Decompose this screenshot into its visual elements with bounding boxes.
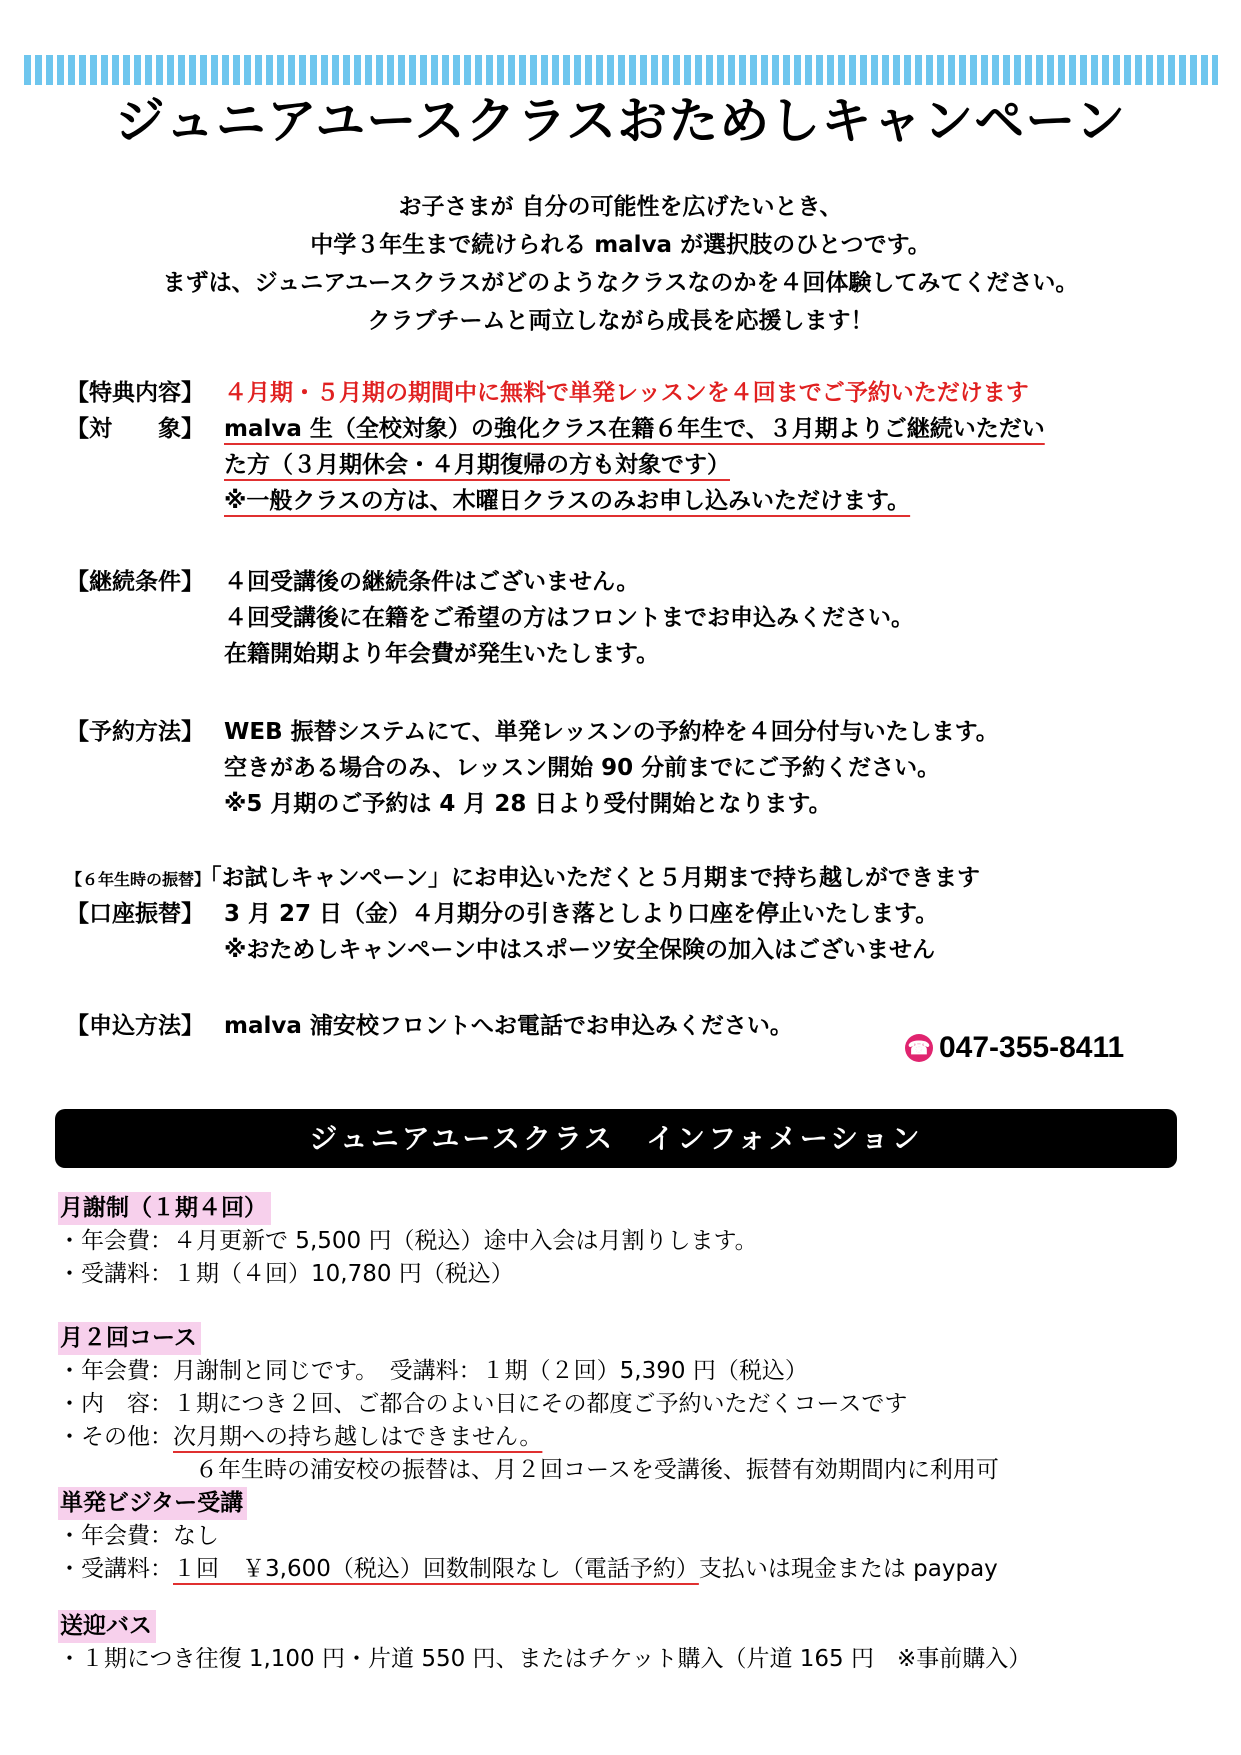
transfer-label: 【６年生時の振替】	[66, 870, 211, 889]
reservation-row	[66, 714, 1196, 822]
benefit-row	[66, 375, 1196, 411]
reservation-label: 【予約方法】	[66, 719, 204, 745]
visitor-section-title: 単発ビジター受講	[58, 1487, 247, 1520]
twice-line-3	[58, 1421, 1198, 1454]
phone-number[interactable]: 047-355-8411	[939, 1031, 1125, 1064]
target-line-1: malva 生（全校対象）の強化クラス在籍６年生で、３月期よりご継続いただい	[224, 416, 1045, 442]
account-label: 【口座振替】	[66, 901, 204, 927]
twice-section	[58, 1322, 1198, 1487]
page-title: ジュニアユースクラスおためしキャンペーン	[114, 92, 1127, 150]
bus-section	[58, 1610, 1198, 1676]
phone-contact[interactable]	[905, 1028, 1124, 1068]
intro-line: クラブチームと両立しながら成長を応援します！	[367, 308, 874, 334]
info-banner: ジュニアユースクラス インフォメーション	[55, 1109, 1177, 1168]
transfer-text: 「お試しキャンペーン」にお申込いただくと５月期まで持ち越しができます	[210, 865, 981, 891]
transfer-row	[66, 860, 1196, 898]
twice-line-2: ・内 容：１期につき２回、ご都合のよい日にその都度ご予約いただくコースです	[58, 1391, 908, 1417]
benefit-text: ４月期・５月期の期間中に無料で単発レッスンを４回までご予約いただけます	[224, 380, 1029, 406]
monthly-line-1: ・年会費：４月更新で 5,500 円（税込）途中入会は月割りします。	[58, 1228, 758, 1254]
apply-label: 【申込方法】	[66, 1013, 204, 1039]
target-line-2: た方（３月期休会・４月期復帰の方も対象です）	[224, 452, 730, 478]
visitor-line-1: ・年会費：なし	[58, 1523, 219, 1549]
apply-text: malva 浦安校フロントへお電話でお申込みください。	[224, 1013, 793, 1039]
target-row	[66, 411, 1196, 519]
continuation-line-3: 在籍開始期より年会費が発生いたします。	[224, 641, 660, 667]
visitor-line-2	[58, 1553, 1198, 1586]
account-line-1: 3 月 27 日（金）４月期分の引き落としより口座を停止いたします。	[224, 901, 939, 927]
monthly-section	[58, 1192, 1198, 1291]
visitor-line-2-underlined: １回 ￥3,600（税込）回数制限なし（電話予約）	[173, 1556, 699, 1582]
reservation-line-2: 空きがある場合のみ、レッスン開始 90 分前までにご予約ください。	[224, 755, 941, 781]
visitor-line-2-rest: 支払いは現金または paypay	[698, 1556, 998, 1582]
twice-line-3-rest: 次月期への持ち越しはできません。	[173, 1424, 543, 1450]
twice-section-title: 月２回コース	[58, 1322, 201, 1355]
twice-line-1: ・年会費：月謝制と同じです。 受講料：１期（２回）5,390 円（税込）	[58, 1358, 808, 1384]
bus-line-1: ・１期につき往復 1,100 円・片道 550 円、またはチケット購入（片道 165 円 ※事前購入）	[58, 1646, 1032, 1672]
phone-icon: ☎	[905, 1034, 933, 1062]
twice-line-3-prefix: ・その他：	[58, 1424, 173, 1450]
intro-line: お子さまが 自分の可能性を広げたいとき、	[398, 194, 843, 220]
target-label: 【対 象】	[66, 416, 204, 442]
account-row	[66, 896, 1196, 968]
target-line-3: ※一般クラスの方は、木曜日クラスのみお申し込みいただけます。	[224, 488, 911, 514]
benefit-label: 【特典内容】	[66, 380, 204, 406]
continuation-label: 【継続条件】	[66, 569, 204, 595]
visitor-section	[58, 1487, 1198, 1586]
bus-section-title: 送迎バス	[58, 1610, 156, 1643]
continuation-row	[66, 564, 1196, 672]
decorative-stripe-bar	[24, 55, 1218, 85]
monthly-line-2: ・受講料：１期（４回）10,780 円（税込）	[58, 1261, 514, 1287]
account-line-2: ※おためしキャンペーン中はスポーツ安全保険の加入はございません	[224, 937, 935, 963]
reservation-line-3: ※5 月期のご予約は 4 月 28 日より受付開始となります。	[224, 791, 832, 817]
intro-line: 中学３年生まで続けられる malva が選択肢のひとつです。	[310, 232, 931, 258]
reservation-line-1: WEB 振替システムにて、単発レッスンの予約枠を４回分付与いたします。	[224, 719, 999, 745]
intro-text	[0, 188, 1241, 340]
twice-line-4: ６年生時の浦安校の振替は、月２回コースを受講後、振替有効期間内に利用可	[195, 1457, 999, 1483]
monthly-section-title: 月謝制（１期４回）	[58, 1192, 271, 1225]
continuation-line-2: ４回受講後に在籍をご希望の方はフロントまでお申込みください。	[224, 605, 914, 631]
visitor-line-2-prefix: ・受講料：	[58, 1556, 173, 1582]
continuation-line-1: ４回受講後の継続条件はございません。	[224, 569, 640, 595]
intro-line: まずは、ジュニアユースクラスがどのようなクラスなのかを４回体験してみてください。	[162, 270, 1079, 296]
